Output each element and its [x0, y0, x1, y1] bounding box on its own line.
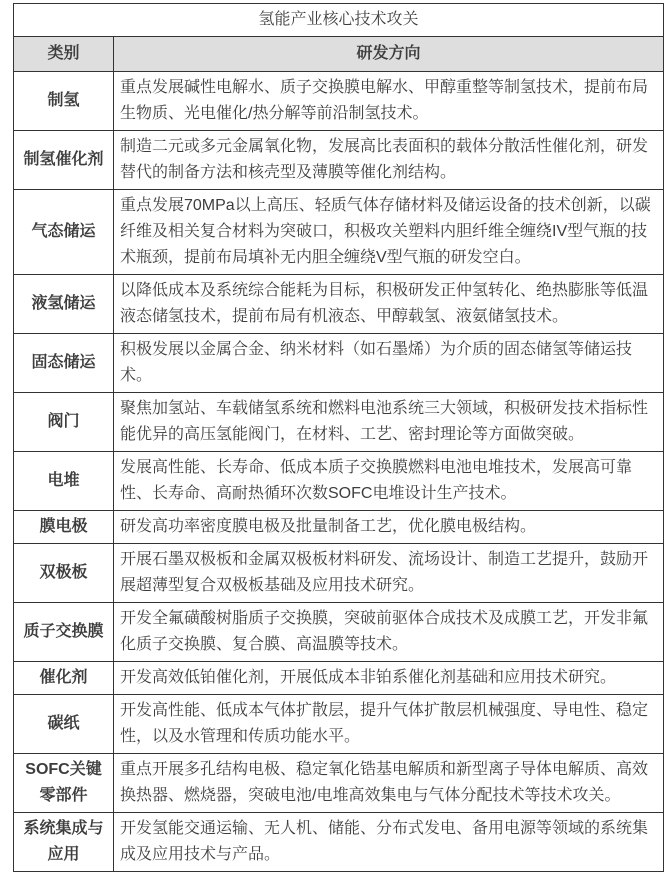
table-row [14, 72, 664, 131]
row-direction: 以降低成本及系统综合能耗为目标，积极研发正仲氢转化、绝热膨胀等低温液态储氢技术，提前布局有机液态、甲醇载氢、液氨储氢技术。 [114, 275, 664, 334]
table-row [14, 695, 664, 754]
table-row [14, 813, 664, 872]
row-direction: 重点开展多孔结构电极、稳定氧化锆基电解质和新型离子导体电解质、高效换热器、燃烧器，突破电池/电堆高效集电与气体分配技术等技术攻关。 [114, 754, 664, 813]
row-category: 液氢储运 [14, 275, 114, 334]
table-row [14, 275, 664, 334]
row-category: 催化剂 [14, 662, 114, 695]
hydrogen-tech-table [13, 3, 664, 872]
table-row [14, 662, 664, 695]
row-direction: 制造二元或多元金属氧化物，发展高比表面积的载体分散活性催化剂，研发替代的制备方法和核壳型及薄膜等催化剂结构。 [114, 131, 664, 190]
row-direction: 发展高性能、长寿命、低成本质子交换膜燃料电池电堆技术，发展高可靠性、长寿命、高耐热循环次数SOFC电堆设计生产技术。 [114, 452, 664, 511]
row-direction: 开发氢能交通运输、无人机、储能、分布式发电、备用电源等领域的系统集成及应用技术与产品。 [114, 813, 664, 872]
row-category: 质子交换膜 [14, 603, 114, 662]
table-title: 氢能产业核心技术攻关 [14, 4, 664, 37]
row-category: 气态储运 [14, 190, 114, 275]
column-header-direction: 研发方向 [114, 37, 664, 72]
table-title-row [14, 4, 664, 37]
table-row [14, 190, 664, 275]
row-category: 碳纸 [14, 695, 114, 754]
row-category: 阀门 [14, 393, 114, 452]
table-row [14, 603, 664, 662]
row-direction: 积极发展以金属合金、纳米材料（如石墨烯）为介质的固态储氢等储运技术。 [114, 334, 664, 393]
row-category: 系统集成与应用 [14, 813, 114, 872]
row-direction: 开发全氟磺酸树脂质子交换膜，突破前驱体合成技术及成膜工艺，开发非氟化质子交换膜、复合膜、高温膜等技术。 [114, 603, 664, 662]
row-direction: 研发高功率密度膜电极及批量制备工艺，优化膜电极结构。 [114, 511, 664, 544]
row-direction: 开发高效低铂催化剂，开展低成本非铂系催化剂基础和应用技术研究。 [114, 662, 664, 695]
column-header-category: 类别 [14, 37, 114, 72]
table-body [14, 72, 664, 872]
row-direction: 开展石墨双极板和金属双极板材料研发、流场设计、制造工艺提升，鼓励开展超薄型复合双极板基础及应用技术研究。 [114, 544, 664, 603]
row-category: 电堆 [14, 452, 114, 511]
row-direction: 聚焦加氢站、车载储氢系统和燃料电池系统三大领域，积极研发技术指标性能优异的高压氢能阀门，在材料、工艺、密封理论等方面做突破。 [114, 393, 664, 452]
table-row [14, 452, 664, 511]
row-category: 制氢 [14, 72, 114, 131]
table-row [14, 511, 664, 544]
table-row [14, 131, 664, 190]
row-category: 膜电极 [14, 511, 114, 544]
row-category: 制氢催化剂 [14, 131, 114, 190]
row-category: 双极板 [14, 544, 114, 603]
table-row [14, 544, 664, 603]
row-direction: 重点发展碱性电解水、质子交换膜电解水、甲醇重整等制氢技术，提前布局生物质、光电催化/热分解等前沿制氢技术。 [114, 72, 664, 131]
table-header-row [14, 37, 664, 72]
table-row [14, 334, 664, 393]
table-row [14, 393, 664, 452]
table-row [14, 754, 664, 813]
row-category: SOFC关键零部件 [14, 754, 114, 813]
row-direction: 重点发展70MPa以上高压、轻质气体存储材料及储运设备的技术创新，以碳纤维及相关复合材料为突破口，积极攻关塑料内胆纤维全缠绕IV型气瓶的技术瓶颈，提前布局填补无内胆全缠绕V型气瓶的研发空白。 [114, 190, 664, 275]
row-category: 固态储运 [14, 334, 114, 393]
row-direction: 开发高性能、低成本气体扩散层，提升气体扩散层机械强度、导电性、稳定性，以及水管理和传质功能水平。 [114, 695, 664, 754]
